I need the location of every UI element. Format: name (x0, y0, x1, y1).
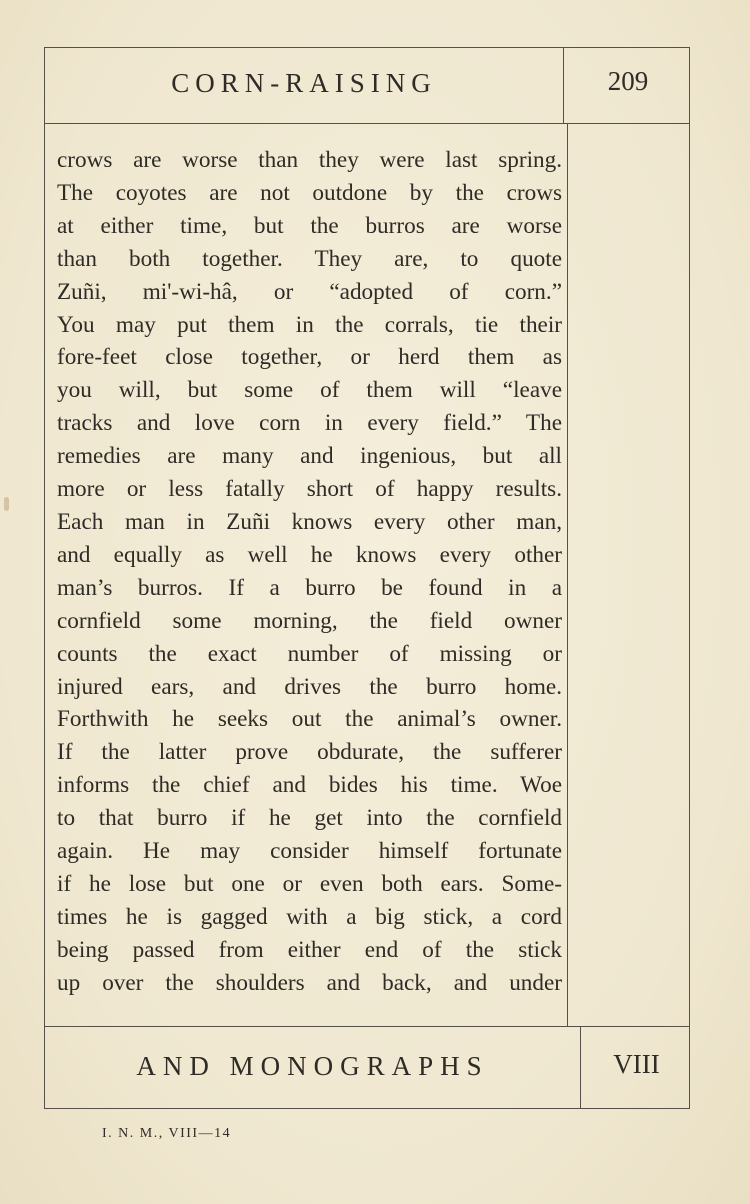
page-number: 209 (607, 66, 649, 96)
text-line: informs the chief and bides his time. Woe (57, 772, 562, 799)
text-line: Each man in Zuñi knows every other man, (57, 508, 562, 535)
margin-stain (4, 497, 9, 511)
text-line: than both together. They are, to quote (57, 245, 562, 272)
text-line: crows are worse than they were last spring. (57, 147, 562, 173)
text-line: if he lose but one or even both ears. Some- (57, 870, 562, 897)
volume-number: VIII (613, 1049, 660, 1079)
printer-signature: I. N. M., VIII—14 (102, 1126, 232, 1141)
text-line: again. He may consider himself fortunate (57, 838, 562, 865)
text-line: remedies are many and ingenious, but all (57, 443, 562, 470)
text-line: The coyotes are not outdone by the crows (57, 179, 562, 206)
text-line: Forthwith he seeks out the animal’s owner. (57, 706, 562, 733)
running-title: CORN-RAISING (171, 68, 437, 98)
text-line: fore-feet close together, or herd them as (57, 344, 562, 371)
text-line: and equally as well he knows every other (57, 541, 562, 568)
text-line: you will, but some of them will “leave (57, 377, 562, 404)
header-row (45, 48, 689, 124)
text-line: to that burro if he get into the cornfield (57, 805, 562, 832)
page-frame (44, 47, 690, 1109)
text-line: injured ears, and drives the burro home. (57, 673, 562, 700)
text-line: man’s burros. If a burro be found in a (57, 574, 562, 601)
text-line: being passed from either end of the stick (57, 936, 562, 963)
text-line: times he is gagged with a big stick, a cord (57, 903, 562, 930)
header-divider (563, 48, 564, 124)
text-line: You may put them in the corrals, tie their (57, 311, 562, 338)
series-title: AND MONOGRAPHS (136, 1051, 489, 1081)
text-line: up over the shoulders and back, and under (57, 969, 562, 996)
text-line: counts the exact number of missing or (57, 640, 562, 667)
body-text (57, 144, 562, 1000)
text-line: at either time, but the burros are worse (57, 212, 562, 239)
body-divider (567, 124, 568, 1026)
footer-divider (580, 1027, 581, 1109)
text-line: tracks and love corn in every field.” The (57, 410, 562, 437)
text-line: Zuñi, mi'-wi-hâ, or “adopted of corn.” (57, 278, 562, 305)
text-line: cornfield some morning, the field owner (57, 607, 562, 634)
text-line: more or less fatally short of happy results. (57, 476, 562, 503)
text-line: If the latter prove obdurate, the sufferer (57, 739, 562, 766)
footer-row (45, 1026, 689, 1106)
